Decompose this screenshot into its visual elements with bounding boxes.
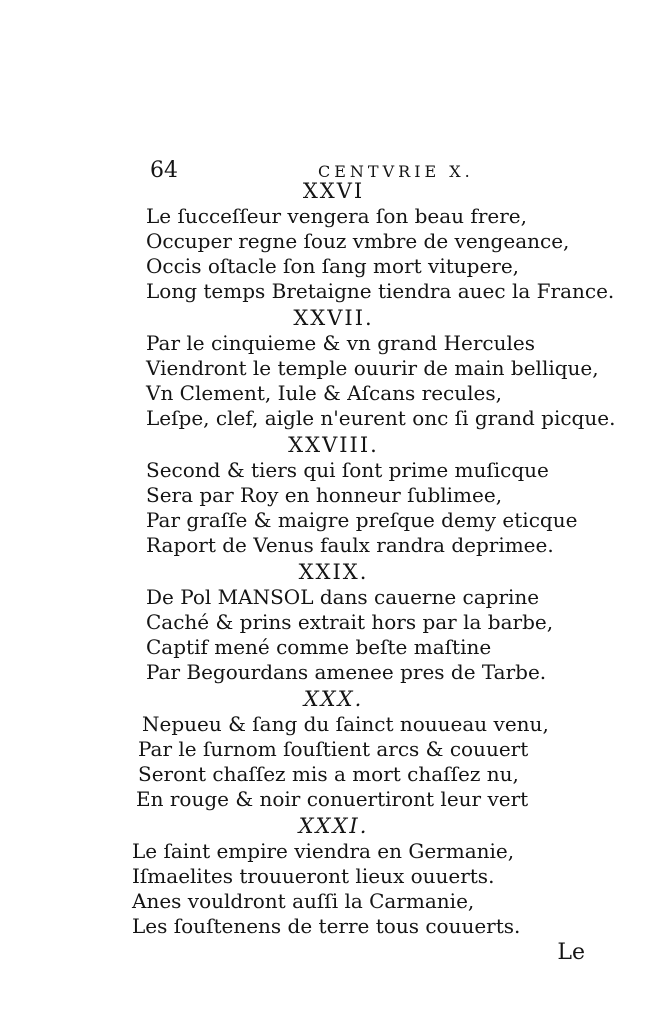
verse-line: Par le cinquieme & vn grand Hercules	[146, 331, 535, 355]
verse-line: Occuper regne ſouz vmbre de vengeance,	[146, 229, 570, 253]
verse-line: Raport de Venus faulx randra deprimee.	[146, 533, 554, 557]
verse-line: De Pol MANSOL dans cauerne caprine	[146, 585, 540, 609]
verse-line: Caché & prins extrait hors par la barbe,	[146, 610, 554, 634]
verse-line: Leſpe, clef, aigle n'eurent onc ſi grand picque.	[146, 406, 616, 430]
verse-line: Par Begourdans amenee pres de Tarbe.	[146, 660, 547, 684]
verse-line: Anes vouldront auſſi la Carmanie,	[132, 889, 475, 913]
quatrain	[0, 813, 667, 939]
verse-line: Iſmaelites trouueront lieux ouuerts.	[132, 864, 495, 888]
verse-line: Par graſſe & maigre preſque demy eticque	[146, 508, 578, 532]
page-number: 64	[150, 158, 178, 183]
verse-line: Les ſouſtenens de terre tous couuerts.	[132, 914, 521, 938]
verse-line: Sera par Roy en honneur ſublimee,	[146, 483, 503, 507]
quatrain-number: XXXI.	[298, 814, 369, 838]
verse-line: En rouge & noir conuertiront leur vert	[136, 787, 529, 811]
quatrain-number: XXVIII.	[288, 433, 379, 457]
running-head: CENTVRIE X.	[318, 162, 474, 181]
quatrain	[0, 559, 667, 685]
quatrain	[0, 178, 667, 304]
quatrain-number: XXIX.	[298, 560, 369, 584]
quatrain-number: XXX.	[303, 687, 364, 711]
verse-line: Occis oſtacle ſon ſang mort vitupere,	[146, 254, 520, 278]
verse-line: Le ſucceſſeur vengera ſon beau frere,	[146, 204, 527, 228]
verse-line: Le ſaint empire viendra en Germanie,	[132, 839, 515, 863]
verse-line: Vn Clement, Iule & Aſcans recules,	[146, 381, 502, 405]
verse-line: Viendront le temple ouurir de main bellique,	[146, 356, 599, 380]
quatrain-number: XXVII.	[293, 306, 374, 330]
verse-line: Long temps Bretaigne tiendra auec la France.	[146, 279, 615, 303]
verse-line: Par le ſurnom ſouſtient arcs & couuert	[138, 737, 529, 761]
catchword: Le	[557, 940, 585, 965]
verse-line: Seront chaſſez mis a mort chaſſez nu,	[138, 762, 519, 786]
verse-line: Captif mené comme beſte maſtine	[146, 635, 492, 659]
verse-line: Nepueu & ſang du ſainct nouueau venu,	[142, 712, 549, 736]
quatrain-number: XXVI	[302, 179, 365, 203]
quatrain	[0, 432, 667, 558]
quatrain	[0, 305, 667, 431]
quatrain	[0, 686, 667, 812]
verse-line: Second & tiers qui ſont prime muſicque	[146, 458, 549, 482]
